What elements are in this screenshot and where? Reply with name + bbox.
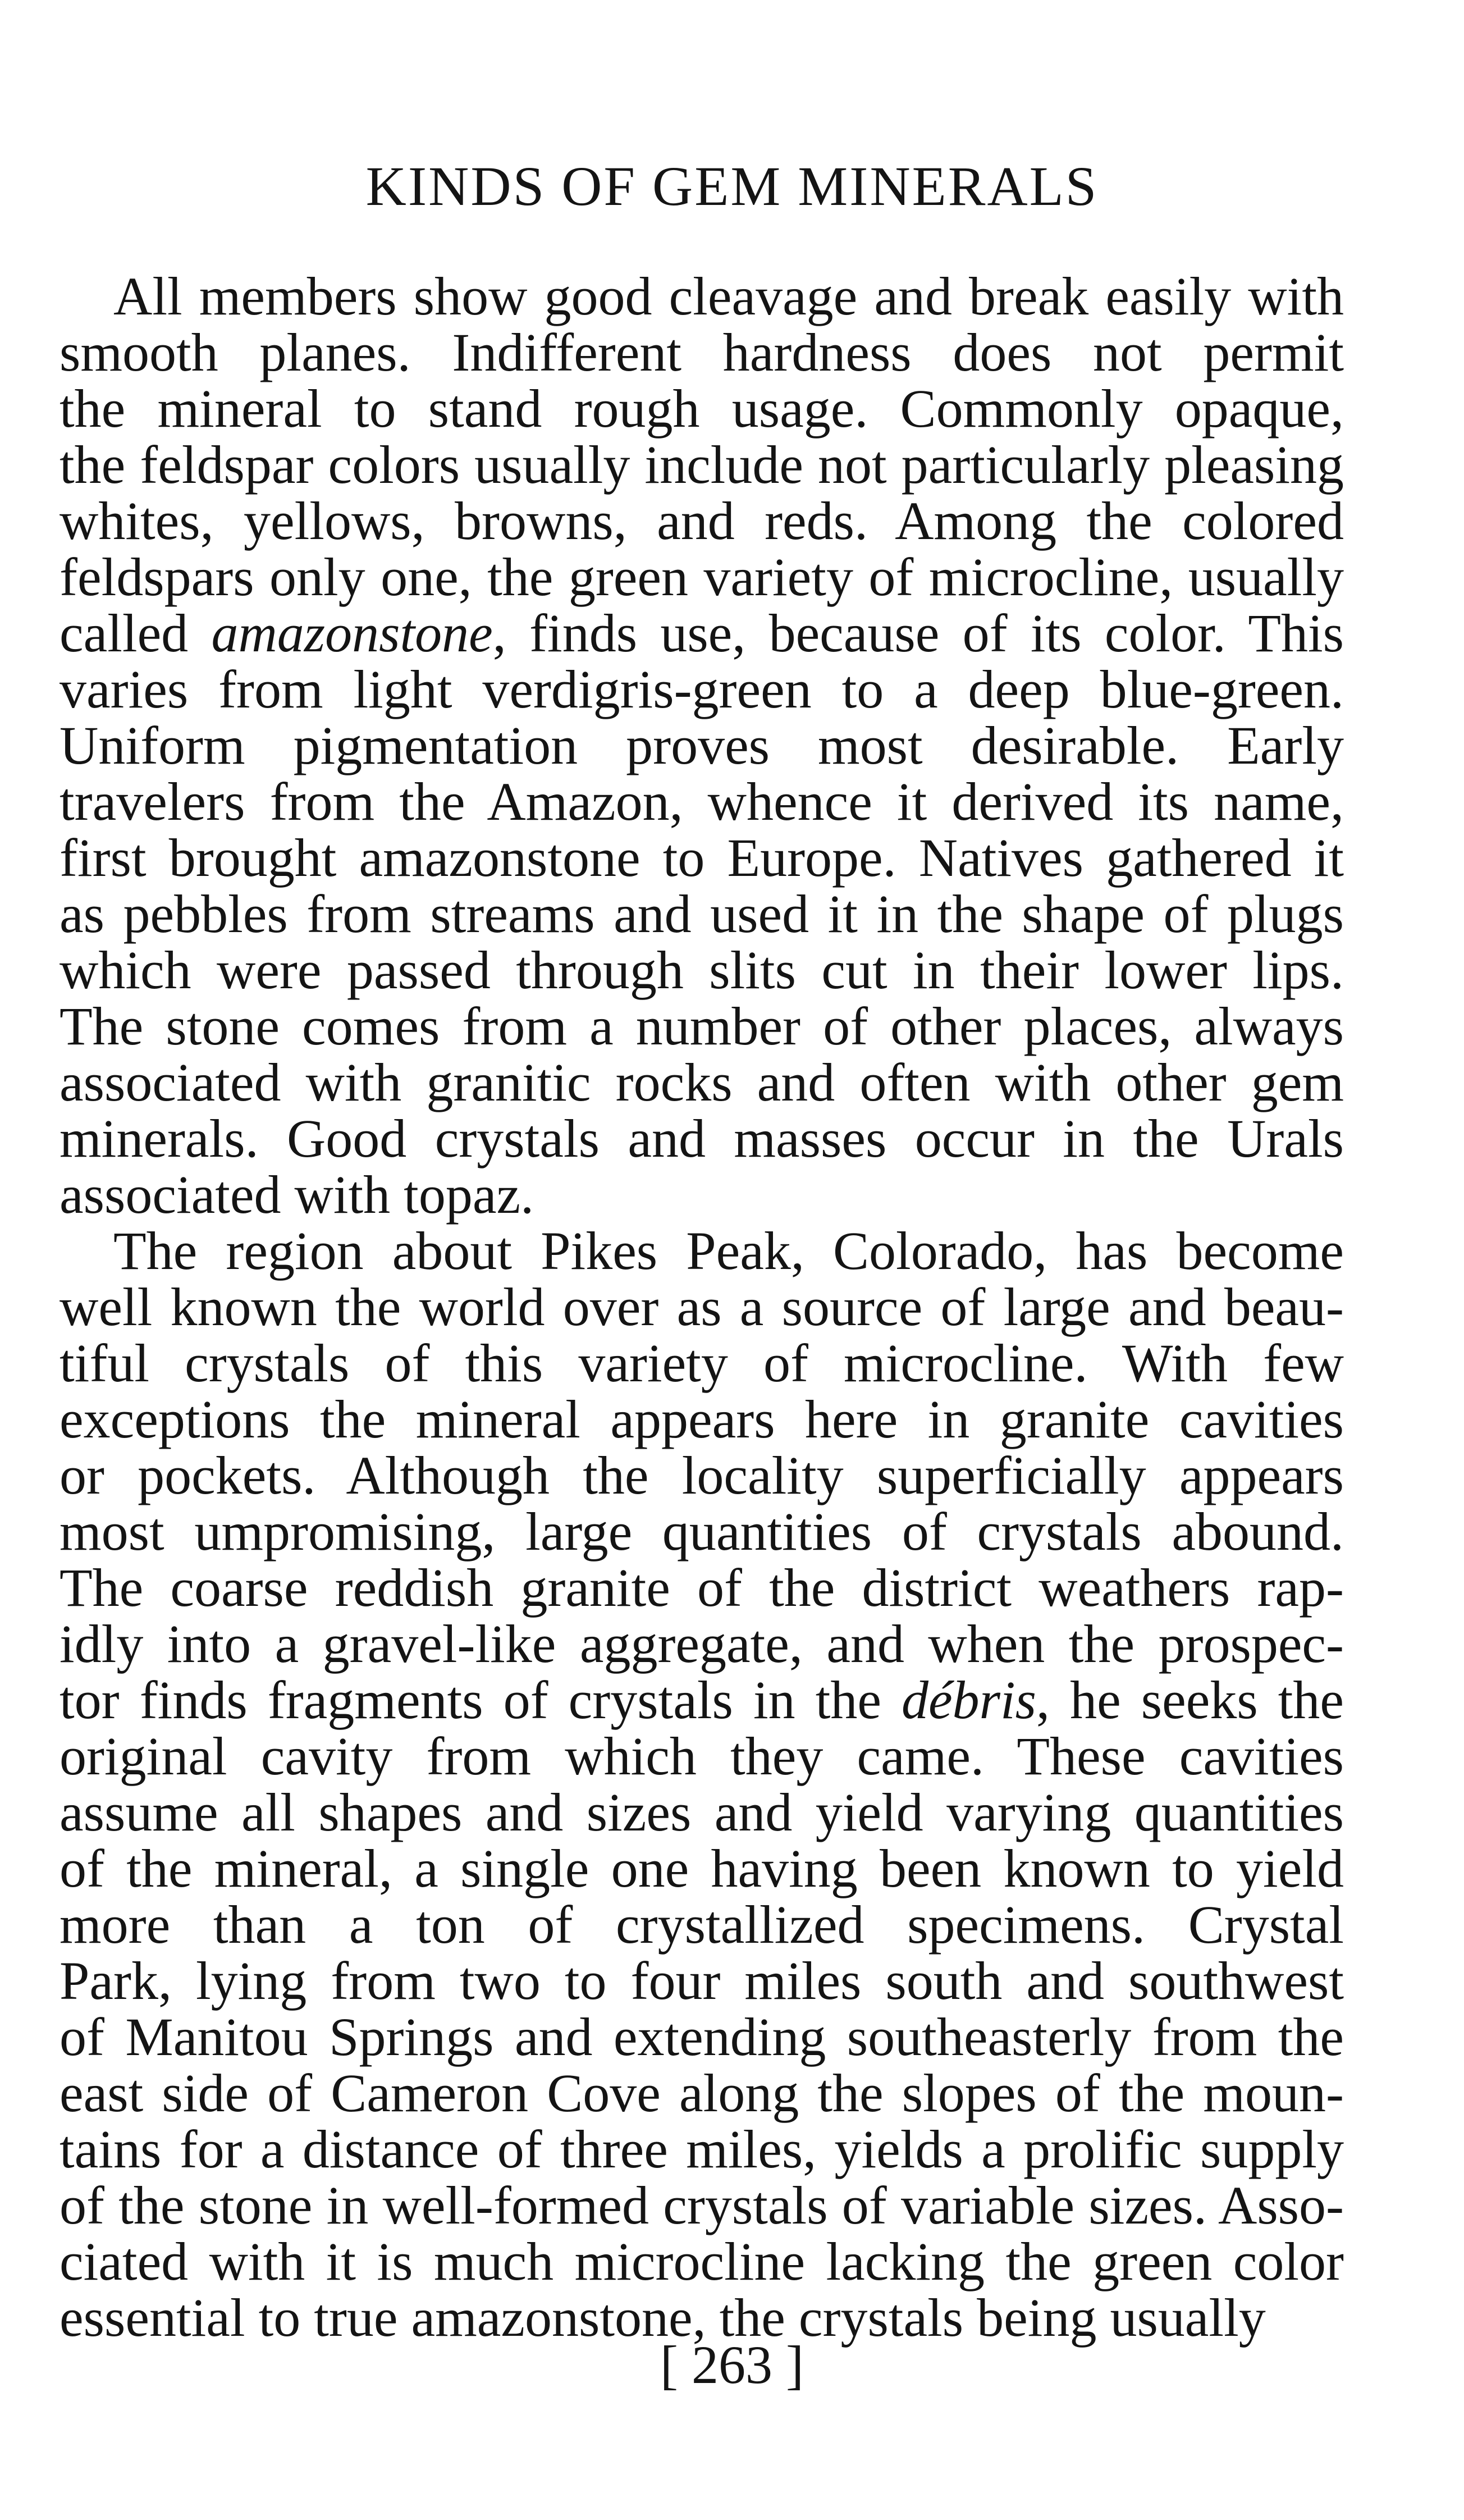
text-line — [60, 715, 1344, 775]
italic-term: débris — [902, 1670, 1037, 1730]
text-line — [60, 1672, 1344, 1728]
text-line — [60, 493, 1344, 549]
text-run: The coarse reddish granite of the district weathers rap- — [60, 1558, 1344, 1618]
text-line — [60, 268, 1344, 325]
text-line — [60, 830, 1344, 886]
text-run: east side of Cameron Cove along the slopes of the moun- — [60, 2063, 1344, 2123]
text-run: , finds use, because of its color. This — [492, 603, 1344, 663]
text-line — [60, 998, 1344, 1054]
text-line — [60, 1223, 1344, 1279]
page-number: [ 263 ] — [660, 2335, 804, 2395]
text-run: minerals. Good crystals and masses occur in the Urals — [60, 1108, 1344, 1168]
text-run: of Manitou Springs and extending southeasterly from the — [60, 2007, 1344, 2067]
text-line — [60, 1838, 1344, 1898]
italic-term: amazonstone — [211, 603, 493, 663]
text-run: associated with topaz. — [60, 1165, 534, 1225]
text-run: tor finds fragments of crystals in the — [60, 1670, 902, 1730]
running-head: KINDS OF GEM MINERALS — [365, 155, 1099, 217]
text-line — [60, 1560, 1344, 1616]
text-run: Uniform pigmentation proves most desirable. Early — [60, 715, 1344, 775]
text-line — [60, 2065, 1344, 2121]
text-line — [60, 771, 1344, 832]
text-run: original cavity from which they came. These cavities — [60, 1726, 1344, 1786]
text-run: well known the world over as a source of large and beau- — [60, 1277, 1344, 1337]
text-run: exceptions the mineral appears here in granite cavities — [60, 1389, 1344, 1449]
text-run: of the stone in well-formed crystals of variable sizes. Asso- — [60, 2175, 1344, 2235]
text-run: associated with granitic rocks and often with other gem — [60, 1052, 1344, 1112]
body-text — [60, 268, 1344, 2346]
text-line — [60, 2231, 1344, 2291]
text-run: All members show good cleavage and break easily with — [113, 266, 1344, 326]
text-line — [60, 1894, 1344, 1955]
text-run: Park, lying from two to four miles south and southwest — [60, 1951, 1344, 2011]
text-run: varies from light verdigris-green to a deep blue-green. — [60, 659, 1344, 719]
text-run: first brought amazonstone to Europe. Natives gathered it — [60, 828, 1344, 888]
text-run: as pebbles from streams and used it in the shape of plugs — [60, 884, 1344, 944]
text-run: or pockets. Although the locality superficially appears — [60, 1445, 1344, 1505]
paragraph — [60, 268, 1344, 1223]
text-run: most umpromising, large quantities of crystals abound. — [60, 1501, 1344, 1562]
text-run: smooth planes. Indifferent hardness does not permit — [60, 322, 1344, 382]
text-run: travelers from the Amazon, whence it derived its name, — [60, 771, 1344, 832]
text-line — [60, 1953, 1344, 2009]
text-line — [60, 378, 1344, 439]
text-run: ciated with it is much microcline lacking the green color — [60, 2231, 1344, 2291]
text-line — [60, 942, 1344, 998]
text-line — [60, 437, 1344, 493]
text-line — [60, 1279, 1344, 1335]
text-run: feldspars only one, the green variety of microcline, usually — [60, 547, 1344, 607]
text-line — [60, 2121, 1344, 2177]
text-run: The stone comes from a number of other places, always — [60, 996, 1344, 1056]
text-run: tains for a distance of three miles, yields a prolific supply — [60, 2119, 1344, 2179]
text-line — [60, 886, 1344, 942]
text-line — [60, 2177, 1344, 2234]
text-run: , he seeks the — [1036, 1670, 1344, 1730]
text-line — [60, 661, 1344, 718]
text-line — [60, 322, 1344, 382]
text-line — [60, 1616, 1344, 1672]
text-line — [60, 1167, 1344, 1223]
text-line — [60, 1054, 1344, 1111]
text-line — [60, 1501, 1344, 1562]
text-line — [60, 1391, 1344, 1448]
text-line — [60, 1728, 1344, 1784]
text-run: of the mineral, a single one having been known to yield — [60, 1838, 1344, 1898]
text-run: tiful crystals of this variety of microcline. With few — [60, 1333, 1344, 1393]
text-run: essential to true amazonstone, the crystals being usually — [60, 2288, 1266, 2348]
text-line — [60, 605, 1344, 661]
text-run: more than a ton of crystallized specimens. Crystal — [60, 1894, 1344, 1955]
text-run: which were passed through slits cut in their lower lips. — [60, 940, 1344, 1000]
text-line — [60, 1335, 1344, 1391]
paragraph — [60, 1223, 1344, 2346]
text-run: the feldspar colors usually include not particularly pleasing — [60, 435, 1344, 495]
text-line — [60, 1108, 1344, 1168]
text-run: the mineral to stand rough usage. Commonly opaque, — [60, 378, 1344, 439]
text-run: called — [60, 603, 212, 663]
text-run: idly into a gravel-like aggregate, and when the prospec- — [60, 1614, 1344, 1674]
text-line — [60, 549, 1344, 605]
text-line — [60, 1445, 1344, 1505]
text-run: assume all shapes and sizes and yield varying quantities — [60, 1782, 1344, 1842]
text-run: whites, yellows, browns, and reds. Among the colored — [60, 491, 1344, 551]
text-line — [60, 1784, 1344, 1841]
text-run: The region about Pikes Peak, Colorado, has become — [113, 1221, 1344, 1281]
text-line — [60, 2009, 1344, 2065]
